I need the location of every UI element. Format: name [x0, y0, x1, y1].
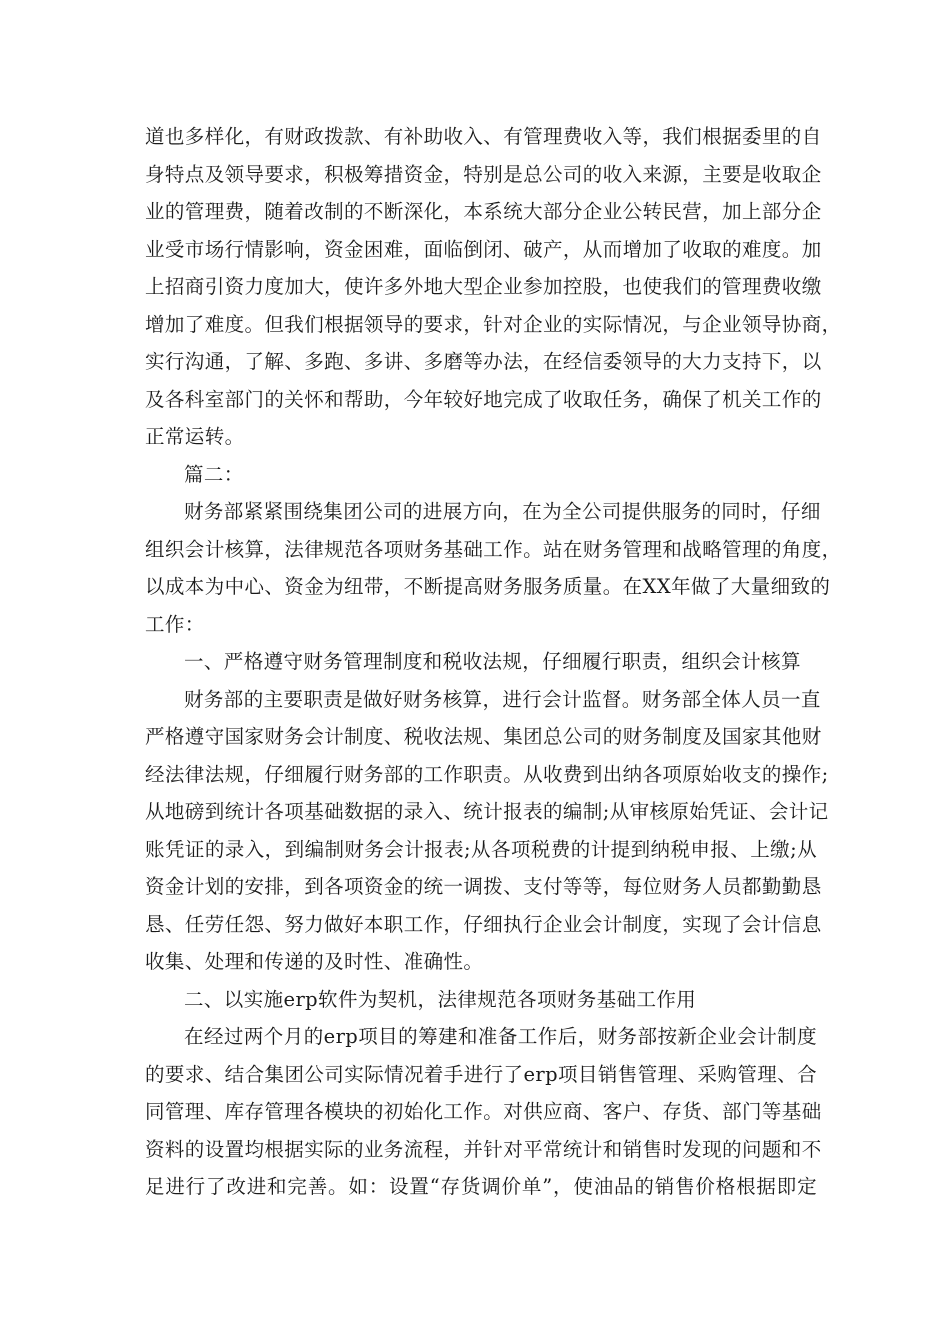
text-line: 从地磅到统计各项基础数据的录入、统计报表的编制;从审核原始凭证、会计记: [145, 800, 829, 823]
paragraph-p7: [145, 1018, 822, 1206]
paragraph-p6: [145, 981, 817, 1019]
text-line: 组织会计核算，法律规范各项财务基础工作。站在财务管理和战略管理的角度，: [145, 537, 842, 561]
text-line: 上招商引资力度加大，使许多外地大型企业参加控股，也使我们的管理费收缴: [145, 275, 822, 298]
text-line: 同管理、库存管理各模块的初始化工作。对供应商、客户、存货、部门等基础: [145, 1100, 822, 1123]
text-line: 二、以实施erp软件为契机，法律规范各项财务基础工作用: [184, 987, 697, 1011]
text-line: 足进行了改进和完善。如：设置“存货调价单”，使油品的销售价格根据即定: [145, 1175, 817, 1198]
paragraph-p5: [145, 681, 829, 981]
text-line: 一、严格遵守财务管理制度和税收法规，仔细履行职责，组织会计核算: [184, 650, 801, 673]
text-line: 收集、处理和传递的及时性、准确性。: [145, 950, 484, 973]
text-line: 业受市场行情影响，资金困难，面临倒闭、破产，从而增加了收取的难度。加: [145, 237, 822, 261]
document-page: [145, 118, 842, 1206]
text-line: 工作：: [145, 612, 205, 636]
text-line: 篇二：: [184, 462, 244, 486]
text-line: 增加了难度。但我们根据领导的要求，针对企业的实际情况，与企业领导协商，: [145, 312, 842, 336]
text-line: 道也多样化，有财政拨款、有补助收入、有管理费收入等，我们根据委里的自: [145, 125, 822, 148]
text-line: 财务部紧紧围绕集团公司的进展方向，在为全公司提供服务的同时，仔细: [184, 500, 821, 523]
text-line: 资金计划的安排，到各项资金的统一调拨、支付等等，每位财务人员都勤勤恳: [145, 875, 822, 898]
text-line: 身特点及领导要求，积极筹措资金，特别是总公司的收入来源，主要是收取企: [145, 162, 822, 186]
text-line: 正常运转。: [145, 425, 245, 448]
text-line: 的要求、结合集团公司实际情况着手进行了erp项目销售管理、采购管理、合: [145, 1062, 817, 1086]
text-line: 严格遵守国家财务会计制度、税收法规、集团总公司的财务制度及国家其他财: [145, 725, 822, 748]
text-line: 以成本为中心、资金为纽带，不断提高财务服务质量。在XX年做了大量细致的: [145, 575, 831, 598]
text-line: 资料的设置均根据实际的业务流程，并针对平常统计和销售时发现的问题和不: [145, 1137, 822, 1161]
text-line: 恳、任劳任怨、努力做好本职工作，仔细执行企业会计制度，实现了会计信息: [145, 912, 822, 936]
paragraph-p1: [145, 118, 842, 456]
text-line: 在经过两个月的erp项目的筹建和准备工作后，财务部按新企业会计制度: [184, 1025, 817, 1048]
text-line: 业的管理费，随着改制的不断深化，本系统大部分企业公转民营，加上部分企: [145, 200, 822, 223]
text-line: 经法律法规，仔细履行财务部的工作职责。从收费到出纳各项原始收支的操作;: [145, 762, 829, 786]
paragraph-p4: [145, 643, 817, 681]
text-line: 财务部的主要职责是做好财务核算，进行会计监督。财务部全体人员一直: [184, 687, 821, 711]
text-line: 及各科室部门的关怀和帮助，今年较好地完成了收取任务，确保了机关工作的: [145, 387, 822, 411]
text-line: 实行沟通，了解、多跑、多讲、多磨等办法，在经信委领导的大力支持下，以: [145, 350, 822, 373]
text-line: 账凭证的录入，到编制财务会计报表;从各项税费的计提到纳税申报、上缴;从: [145, 837, 817, 861]
paragraph-p2: [145, 456, 817, 494]
paragraph-p3: [145, 493, 842, 643]
